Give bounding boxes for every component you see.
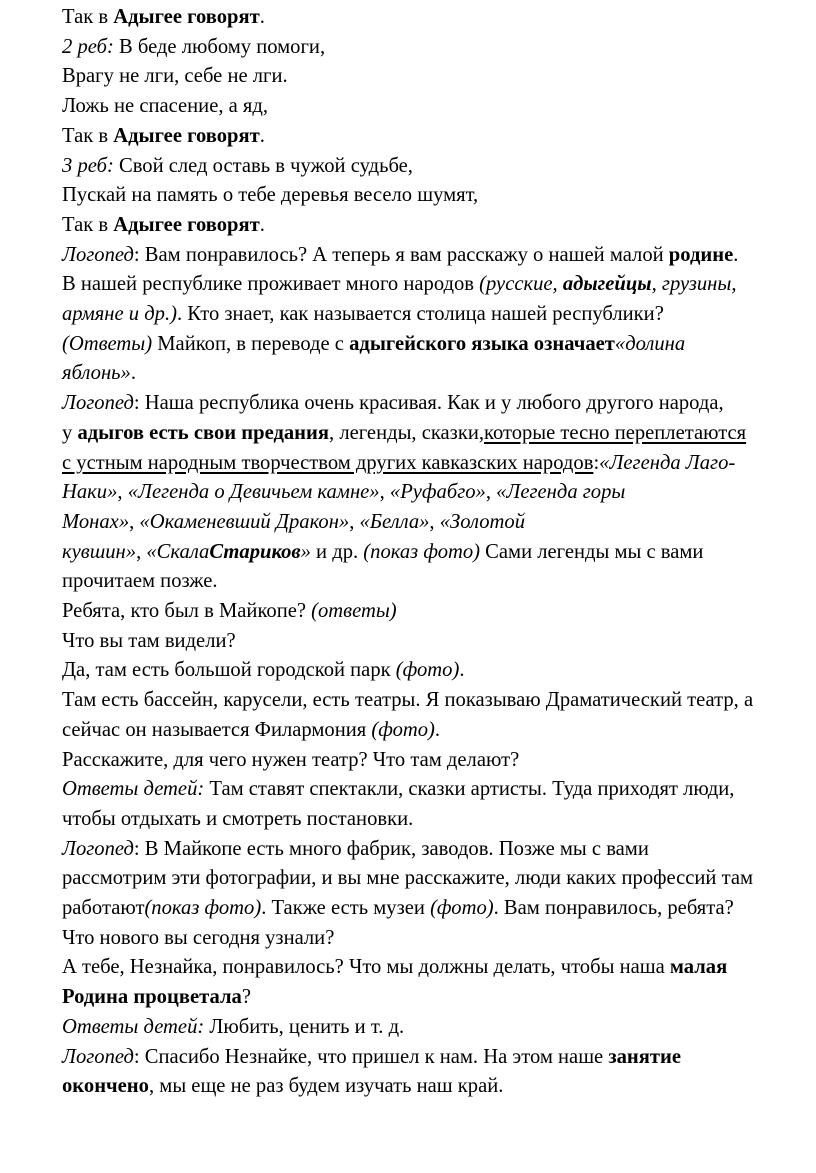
text-line [62,180,478,210]
text-run: «Окаменевший Дракон» [139,510,350,533]
text-run: Наки» [62,481,118,504]
text-run: Так в [62,6,114,28]
text-run: А тебе, Незнайка, понравилось? Что мы должны делать, чтобы наша [62,956,670,979]
text-line [62,863,753,893]
text-run: Логопед [62,243,134,266]
text-run: адыгейцы [562,273,652,296]
text-run: Пускай на память о тебе деревья весело шумят, [62,184,479,207]
text-run: «Легенда горы [496,481,626,504]
text-run: : [593,451,600,474]
text-line [62,893,734,923]
text-run: . [259,213,265,236]
text-run: (фото) [395,659,460,682]
text-run: занятие [608,1045,682,1068]
text-run: «Золотой [439,510,525,533]
text-line [62,388,724,418]
text-line [62,804,413,834]
text-run: Да, там есть большой городской парк [62,659,396,682]
text-run: (Ответы) [62,332,153,355]
text-line [62,418,746,448]
text-run: адыгов есть свои предания [77,421,330,444]
text-run: кувшин» [62,540,137,563]
text-run: 2 реб: [62,35,114,58]
text-run: Любить, ценить и т. д. [204,1015,405,1038]
text-run: , [117,481,128,504]
text-run: родине [668,243,734,266]
text-run: армяне и др.) [62,303,177,325]
text-run: , [349,510,360,533]
text-run: «Легенда Лаго- [599,451,736,474]
text-line [62,952,727,982]
text-run: Ответы детей: [62,778,205,801]
text-run: малая [669,956,728,979]
text-run: . Кто знает, как называется столица нашей республики? [176,303,664,325]
text-line [62,774,734,804]
text-run: . [259,124,265,147]
text-run: Так в [62,213,114,236]
text-run: которые тесно переплетаются [484,421,747,444]
text-run: : Наша республика очень красивая. Как и у любого другого народа, [133,392,724,415]
text-run: , [129,510,140,533]
text-run: . [259,6,265,28]
text-line [62,448,735,478]
text-run: , [136,540,147,563]
text-run: яблонь» [62,362,131,385]
text-line [62,329,685,359]
text-line [62,2,265,32]
text-line [62,507,525,537]
text-run: Майкоп, в переводе с [152,332,350,355]
text-run: . [434,718,441,741]
text-run: Сами легенды мы с вами [480,540,704,563]
text-run: Ответы детей: [62,1015,205,1038]
text-run: Там ставят спектакли, сказки артисты. Туда приходят люди, [204,778,735,801]
text-run: . [733,243,739,266]
text-run: (фото) [430,897,494,919]
text-line [62,1042,681,1072]
text-run: Так в [62,124,114,147]
text-run: , легенды, сказки, [329,421,484,444]
text-line [62,655,464,685]
text-line [62,1071,503,1101]
text-run: (ответы) [311,600,397,622]
text-line [62,91,268,121]
text-run: Что вы там видели? [62,629,236,652]
text-line [62,566,218,596]
text-run: «Белла» [359,510,430,533]
text-run: . [130,362,136,385]
text-line [62,210,265,240]
text-line [62,626,236,656]
text-run: В беде любому помоги, [113,35,326,58]
text-run: , [429,510,440,533]
text-line [62,537,703,567]
text-line [62,269,736,299]
text-run: , мы еще не раз будем изучать наш край. [148,1075,504,1098]
text-run: окончено [62,1075,149,1098]
text-line [62,121,265,151]
text-run: и др. [310,540,364,563]
text-run: «Легенда о Девичьем камне» [127,481,380,504]
text-run: Расскажите, для чего нужен театр? Что там делают? [62,748,520,771]
text-run: : В Майкопе есть много фабрик, заводов. Позже мы с вами [133,837,649,860]
text-run: чтобы отдыхать и смотреть постановки. [62,807,414,830]
text-run: В нашей республике проживает много народов [62,273,480,296]
text-run: . Также есть музеи [261,897,431,919]
text-line [62,596,397,626]
text-run: Что нового вы сегодня узнали? [62,926,335,949]
text-line [62,745,519,775]
text-run: Логопед [62,392,134,415]
text-run: : Вам понравилось? А теперь я вам расскажу о нашей малой [133,243,669,266]
text-run: Ребята, кто был в Майкопе? [62,600,312,622]
text-line [62,61,288,91]
text-run: с устным народным творчеством других кавказских народов [62,451,594,474]
text-run: Адыгее говорят [113,213,260,236]
text-run: . [459,659,465,682]
text-run: Ложь не спасение, а яд, [62,95,269,118]
text-run: Логопед [62,837,134,860]
text-run: Там есть бассейн, карусели, есть театры. Я показываю Драматический театр, а [62,689,754,712]
text-run: , [379,481,390,504]
text-run: сейчас он называется Филармония [62,718,372,741]
text-run: Адыгее говорят [113,124,260,147]
text-run: Монах» [62,510,130,533]
text-run: : Спасибо Незнайке, что пришел к нам. На этом наше [133,1045,609,1068]
text-run: (показ фото) [363,540,481,563]
text-run: адыгейского языка означает [349,332,615,355]
text-run: «Скала [146,540,210,563]
text-run: . Вам понравилось, ребята? [493,897,734,919]
text-line [62,299,664,329]
text-run: 3 реб: [62,154,114,177]
text-run: работают [62,897,145,919]
text-line [62,240,738,270]
text-line [62,477,625,507]
text-run: Адыгее говорят [113,6,260,28]
text-run: , [485,481,497,504]
text-run: » [300,540,311,563]
text-run: Свой след оставь в чужой судьбе, [113,154,413,177]
text-run: , грузины, [651,273,737,296]
text-line [62,834,649,864]
text-run: Родина процветала [62,986,242,1009]
text-line [62,982,251,1012]
text-run: Врагу не лги, себе не лги. [62,65,288,88]
text-line [62,715,440,745]
text-line [62,358,136,388]
text-line [62,685,753,715]
text-run: «Руфабго» [389,481,486,504]
text-run: (показ фото) [144,897,262,919]
text-line [62,1012,404,1042]
text-run: Логопед [62,1045,134,1068]
text-run: у [62,421,78,444]
text-line [62,32,325,62]
text-run: (русские, [479,273,563,296]
text-line [62,923,334,953]
text-line [62,151,413,181]
text-run: Стариков [209,540,301,563]
text-run: прочитаем позже. [62,570,218,593]
text-run: «долина [614,332,686,355]
text-run: (фото) [371,718,435,741]
text-run: ? [241,986,251,1009]
text-run: рассмотрим эти фотографии, и вы мне расскажите, люди каких профессий там [62,867,754,890]
